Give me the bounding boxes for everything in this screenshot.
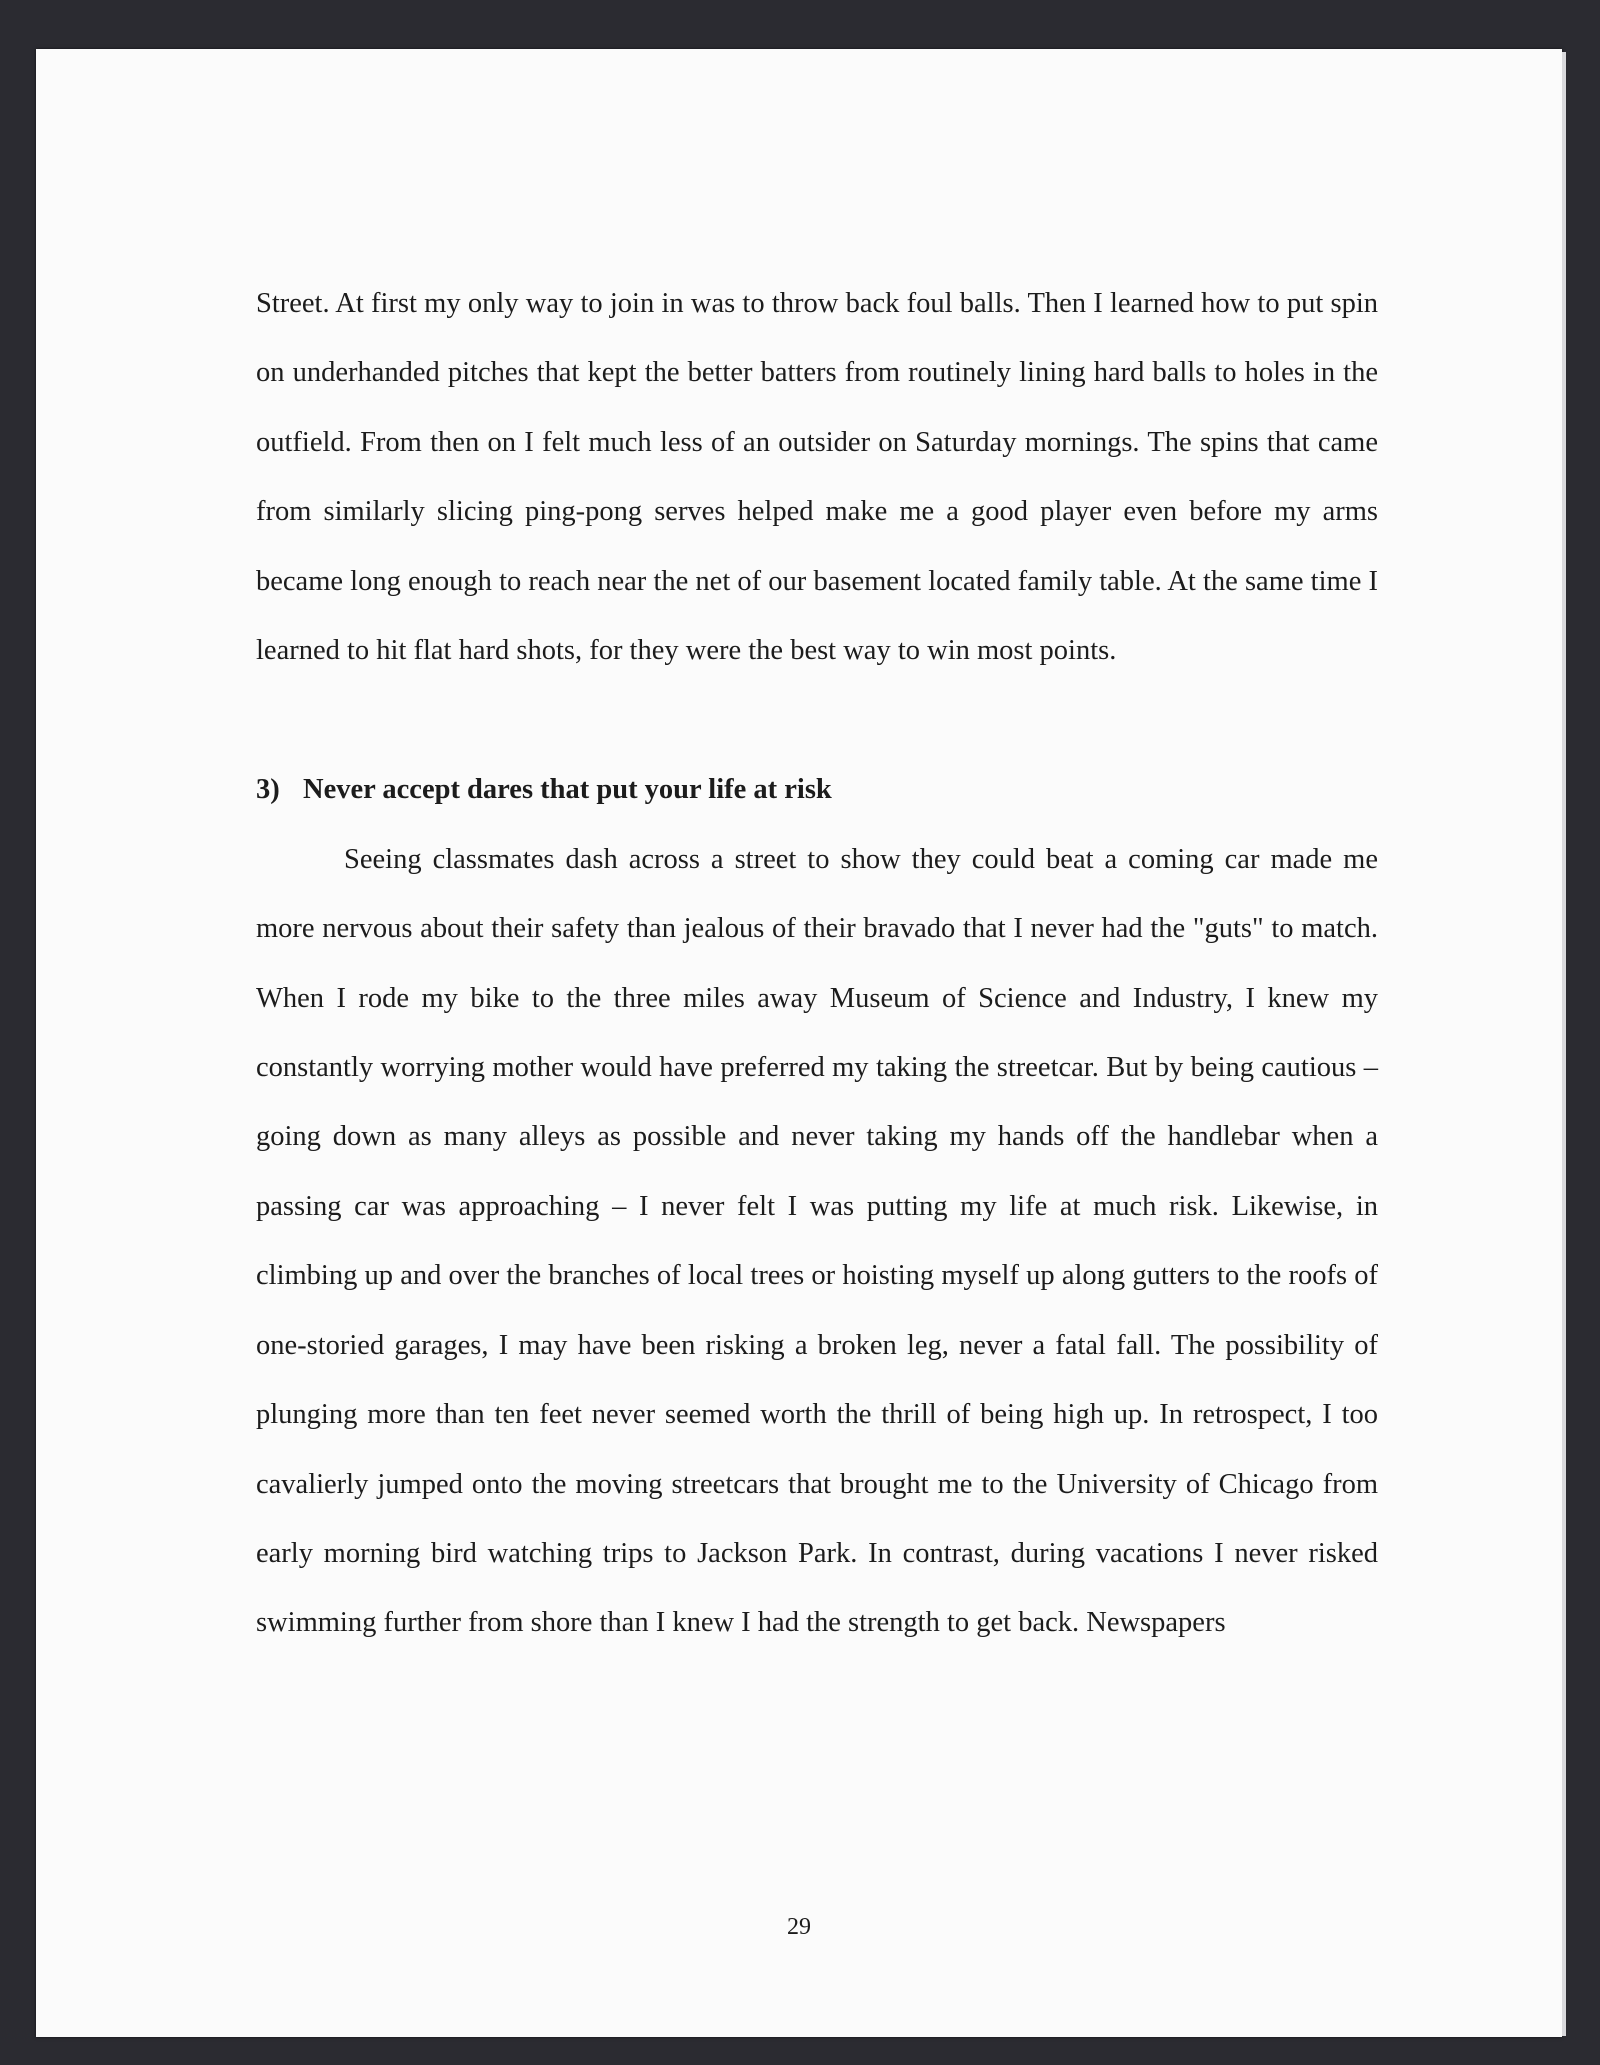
section-heading-text: Never accept dares that put your life at risk [303,774,832,806]
section-heading [256,755,1378,824]
page-body [256,269,1378,1658]
document-page [36,49,1562,2037]
paragraph-continuation: Street. At first my only way to join in was to throw back foul balls. Then I learned how to put spin on underhanded pitches that kept the better batters from routinely lining hard balls to holes in the outfield. From then on I felt much less of an outsider on Saturday mornings. The spins that came from similarly slicing ping-pong serves helped make me a good player even before my arms became long enough to reach near the net of our basement located family table. At the same time I learned to hit flat hard shots, for they were the best way to win most points. [256,288,1378,667]
section-paragraph: Seeing classmates dash across a street to show they could beat a coming car made me more nervous about their safety than jealous of their bravado that I never had the "guts" to match. When I rode my bike to the three miles away Museum of Science and Industry, I knew my constantly worrying mother would have preferred my taking the streetcar. But by being cautious – going down as many alleys as possible and never taking my hands off the handlebar when a passing car was approaching – I never felt I was putting my life at much risk. Likewise, in climbing up and over the branches of local trees or hoisting myself up along gutters to the roofs of one-storied garages, I may have been risking a broken leg, never a fatal fall. The possibility of plunging more than ten feet never seemed worth the thrill of being high up. In retrospect, I too cavalierly jumped onto the moving streetcars that brought me to the University of Chicago from early morning bird watching trips to Jackson Park. In contrast, during vacations I never risked swimming further from shore than I knew I had the strength to get back. Newspapers [256,843,1378,1639]
section-number: 3) [256,774,280,806]
page-number: 29 [787,1914,811,1940]
page-edge [1562,52,1566,2036]
